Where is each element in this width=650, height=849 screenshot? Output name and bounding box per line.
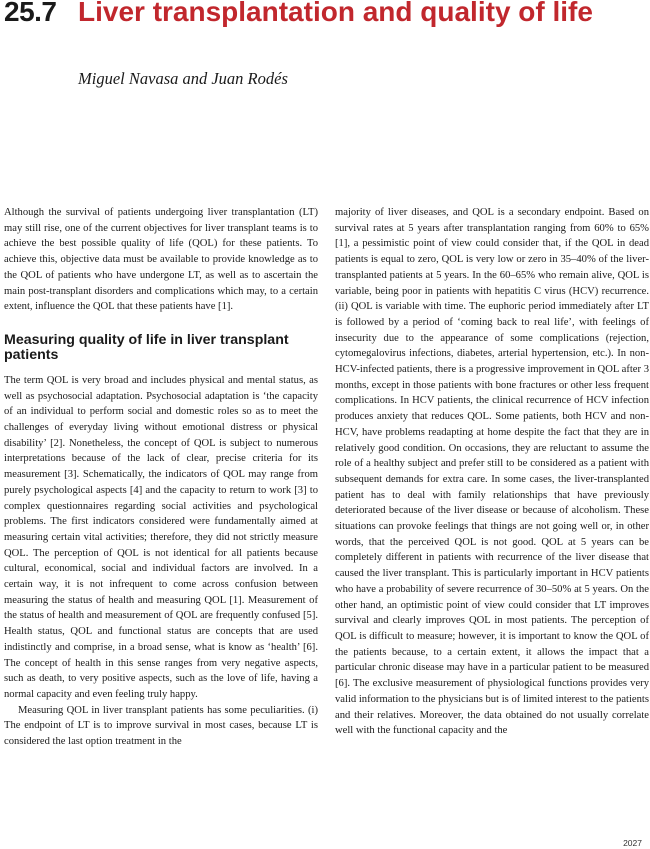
chapter-title: Liver transplantation and quality of life <box>78 0 593 27</box>
intro-paragraph: Although the survival of patients undergoing liver transplantation (LT) may still rise, one of the current objectives for liver transplant teams is to achieve the best possible quality of life (QOL) for these patients. To achieve this, objective data must be available to provide knowledge as to the QOL of patients who have undergone LT, as well as to ascertain the main post-transplant disorders and complications which may, to a certain extent, influence the QOL that these patients have [1]. <box>4 207 318 313</box>
left-column <box>4 205 318 750</box>
right-column <box>335 205 649 739</box>
body-paragraph: majority of liver diseases, and QOL is a secondary endpoint. Based on survival rates at 5 years after transplantation ranging from 60% to 65% [1], a pessimistic point of view could consider that, if the QOL in dead patients is equal to zero, QOL is very low or zero in 35–40% of the liver-transplanted patients at 5 years. In the 60–65% who remain alive, QOL is variable, being poor in patients with hepatitis C virus (HCV) recurrence. (ii) QOL is variable with time. The euphoric period immediately after LT is followed by a period of ‘coming back to real life’, with feelings of insecurity due to the appearance of some complications (rejection, cytomegalovirus infections, diabetes, arterial hypertension, etc.). In non-HCV-infected patients, there is a progressive improvement in QOL after 3 months, except in those patients with bone fractures or other less frequent complications. In HCV patients, the clinical recurrence of HCV infection produces anxiety that reduces QOL. Some patients, both HCV and non-HCV, have problems readapting at home despite the fact that they are in relatively good condition. On occasions, they are reluctant to assume the role of a healthy subject and prefer still to be considered as a patient with subsequent demands for extra care. In some cases, the liver-transplanted patient has to deal with family relationships that have previously deteriorated because of the liver disease or because of alcoholism. These situations can provoke feelings that things are not going well or, in other words, that the perceived QOL is not good. QOL at 5 years can be completely different in patients with recurrence of the liver disease that caused the liver transplant. This is particularly important in HCV patients who have a probability of severe recurrence of 30–50% at 5 years. On the other hand, an optimistic point of view could consider that LT improves survival and clearly improves QOL in most patients. The perception of QOL is difficult to measure; however, it is important to know the QOL of the patients because, to a certain extent, it allows the impact that a particular chronic disease may have in a particular patient to be measured [6]. The exclusive measurement of physiological functions provides very valid information to the physicians but is of limited interest to the patients and their relatives. Moreover, the data obtained do not usually correlate well with the functional capacity and the <box>335 207 649 737</box>
section-heading: Measuring quality of life in liver transplant patients <box>4 331 289 363</box>
body-paragraph: Measuring QOL in liver transplant patients has some peculiarities. (i) The endpoint of LT is to improve survival in most cases, because LT is considered the last option treatment in the <box>4 704 318 748</box>
chapter-number: 25.7 <box>4 0 57 27</box>
authors: Miguel Navasa and Juan Rodés <box>78 69 288 88</box>
page-number: 2027 <box>623 838 642 848</box>
body-paragraph: The term QOL is very broad and includes physical and mental status, as well as psychosocial adaptation. Psychosocial adaptation is ‘the capacity of an individual to perform social and domestic roles so as to meet the challenges of everyday living without emotional distress or physical disability’ [2]. Nonetheless, the concept of QOL is subject to numerous interpretations because of the lack of clear, precise criteria for its measurement [3]. Schematically, the indicators of QOL may range from purely psychological aspects [4] and the capacity to return to work [3] to complex questionnaires regarding social activities and psychological problems. The first indicators considered were fundamentally aimed at measuring certain vital activities; therefore, they did not strictly measure QOL. The perception of QOL is not identical for all patients because cultural, economical, social and individual factors are involved. In a certain way, it is not infrequent to come across confusion between measuring the status of health and measuring QOL [1]. Measurement of the status of health and measurement of QOL are frequently confused [5]. Health status, QOL and functional status are concepts that are used indistinctly and comprise, in a broad sense, what is know as ‘health’ [6]. The concept of health in this sense ranges from very negative aspects, such as death, to very positive aspects, such as the love of life, having a normal capacity and even feeling truly happy. <box>4 374 318 700</box>
